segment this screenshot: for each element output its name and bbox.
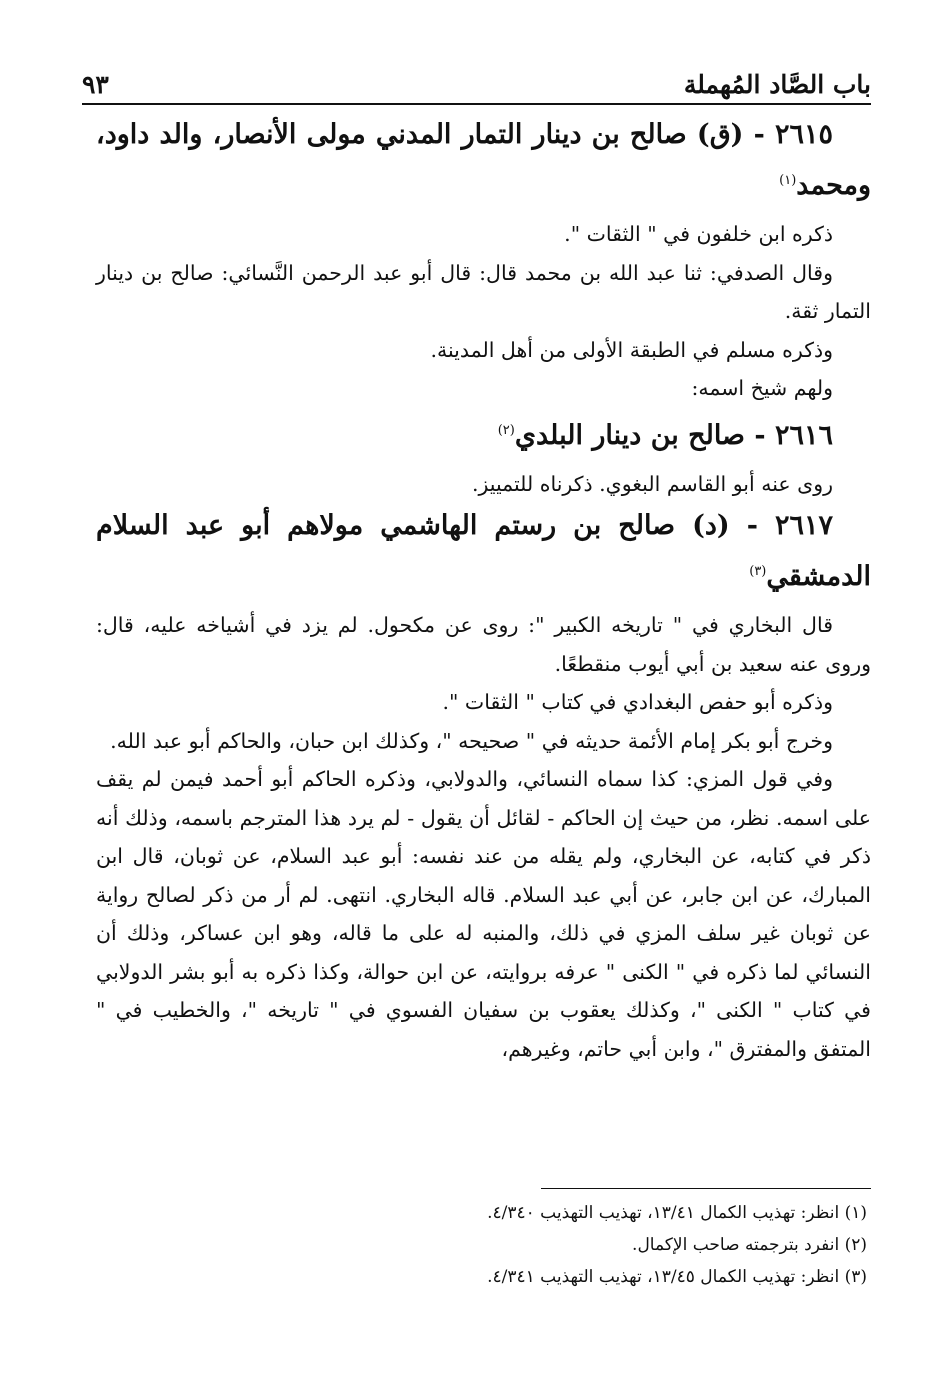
paragraph: ولهم شيخ اسمه:: [691, 376, 833, 400]
page-body: [96, 112, 871, 1068]
footnote: (٢) انفرد بترجمته صاحب الإكمال.: [632, 1235, 867, 1255]
footnote-ref: (٣): [749, 564, 767, 579]
paragraph: وذكره أبو حفص البغدادي في كتاب " الثقات ".: [442, 690, 833, 714]
entry-2617: [96, 503, 871, 1068]
entry-title: ٢٦١٧ - (د) صالح بن رستم الهاشمي مولاهم أبو عبد السلام الدمشقي$^{(٣)}$: [96, 510, 871, 592]
paragraph: وقال الصدفي: ثنا عبد الله بن محمد قال: قال أبو عبد الرحمن النَّسائي: صالح بن دينار التمار ثقة.: [96, 260, 871, 323]
page-number: ٩٣: [82, 70, 109, 99]
entry-title: ٢٦١٥ - (ق) صالح بن دينار التمار المدني مولى الأنصار، والد داود، ومحمد$^{(١)}$: [96, 119, 871, 201]
page-header: [82, 55, 871, 105]
paragraph: وخرج أبو بكر إمام الأئمة حديثه في " صحيحه "، وكذلك ابن حبان، والحاكم أبو عبد الله.: [110, 728, 833, 753]
footnote-ref: (١): [779, 173, 797, 188]
footnote: (١) انظر: تهذيب الكمال ١٣/٤١، تهذيب التهذيب ٤/٣٤٠.: [487, 1203, 867, 1223]
paragraph: وفي قول المزي: كذا سماه النسائي، والدولابي، وذكره الحاكم أبو أحمد فيمن لم يقف على اسمه. نظر، من حيث إن الحاكم - لقائل أن يقول - لم يرد هذا المترجم باسمه، وذلك أنه ذكر في كتابه، عن البخاري، ولم يقله من عند نفسه: أبو عبد السلام، عن ثوبان، قال ابن المبارك، عن ابن جابر، عن أبي عبد السلام. قاله البخاري. انتهى. لم أر من ذكر لصالح رواية عن ثوبان غير سلف المزي في ذلك، والمنبه له على ما قاله، وهو ابن عساكر، وذلك أن النسائي لما ذكره في " الكنى " عرفه بروايته، عن ابن حوالة، وكذا ذكره به أبو بشر الدولابي في كتاب " الكنى "، وكذلك يعقوب بن سفيان الفسوي في " تاريخه "، والخطيب في " المتفق والمفترق "، وابن أبي حاتم، وغيرهم،: [96, 767, 871, 1061]
footnotes: [96, 1188, 871, 1293]
paragraph: قال البخاري في " تاريخه الكبير ": روى عن مكحول. لم يزد في أشياخه عليه، قال: وروى عنه سعيد بن أبي أيوب منقطعًا.: [96, 613, 871, 676]
paragraph: ذكره ابن خلفون في " الثقات ".: [564, 222, 833, 246]
entry-2616: [96, 408, 871, 504]
entry-title: ٢٦١٦ - صالح بن دينار البلدي$^{(٢)}$: [497, 419, 833, 451]
paragraph: وذكره مسلم في الطبقة الأولى من أهل المدينة.: [430, 337, 833, 362]
paragraph: روى عنه أبو القاسم البغوي. ذكرناه للتمييز.: [471, 471, 833, 496]
footnote-ref: (٢): [497, 422, 515, 438]
footnote: (٣) انظر: تهذيب الكمال ١٣/٤٥، تهذيب التهذيب ٤/٣٤١.: [487, 1267, 867, 1287]
entry-2615: [96, 112, 871, 408]
footnote-divider: [541, 1188, 871, 1189]
chapter-title: باب الصَّاد المُهملة: [683, 70, 871, 99]
